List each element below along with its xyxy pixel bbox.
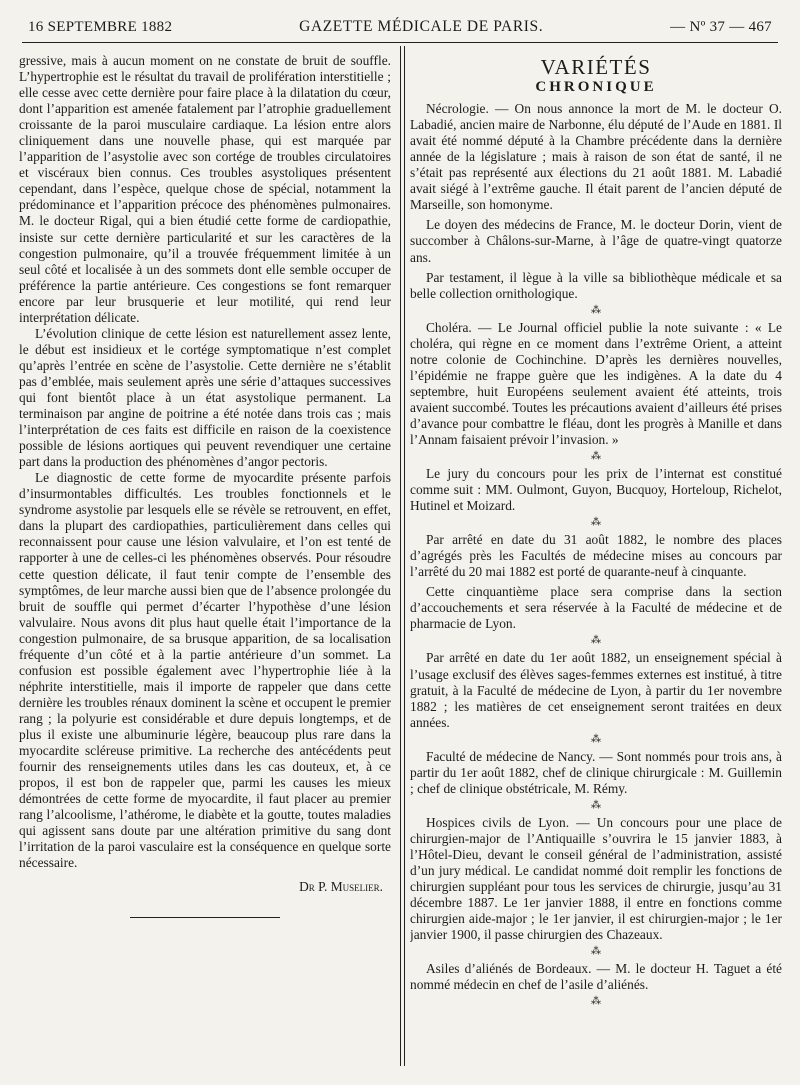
separator-stars: ⁂ xyxy=(591,799,601,811)
separator-stars: ⁂ xyxy=(591,304,601,316)
news-item-testament: Par testament, il lègue à la ville sa bibliothèque médicale et sa belle collection ornithologique. xyxy=(410,269,782,301)
section-subtitle: CHRONIQUE xyxy=(535,79,657,96)
news-item-agreges: Par arrêté en date du 31 août 1882, le nombre des places d’agrégés près les Facultés de médecine mises au concours par l’arrêté du 20 mai 1882 est porté de quarante-neuf à cinquante. xyxy=(410,532,782,580)
news-item-jury: Le jury du concours pour les prix de l’internat est constitué comme suit : MM. Oulmont, Guyon, Bucquoy, Horteloup, Richelot, Hutinel et Moizard. xyxy=(410,466,782,514)
separator-stars: ⁂ xyxy=(591,733,601,745)
right-column xyxy=(410,53,782,1068)
issue-page-number: — Nº 37 — 467 xyxy=(670,19,772,35)
news-item-cinquantieme: Cette cinquantième place sera comprise dans la section d’accouchements et sera réservée à la Faculté de médecine et de pharmacie de Lyon. xyxy=(410,584,782,632)
news-item-lyon: Hospices civils de Lyon. — Un concours pour une place de chirurgien-major de l’Antiquaille s’ouvrira le 15 janvier 1883, à l’Hôtel-Dieu, devant le conseil général de l’administration, assisté d’un jury médical. Le candidat nommé doit remplir les fonctions de chirurgien suppléant pour tous les services de chirurgie, jusqu’au 31 décembre 1887. Le 1er janvier 1888, il entre en fonctions comme chirurgien aide-major ; le 1er janvier, il est chirurgien-major ; le 1er janvier 1900, il passe chirurgien des Chazeaux. xyxy=(410,814,782,943)
separator-stars: ⁂ xyxy=(591,635,601,647)
news-item-cholera: Choléra. — Le Journal officiel publie la note suivante : « Le choléra, qui règne en ce moment dans l’extrême Orient, a atteint notre colonie de Cochinchine. D’après les dernières nouvelles, l’épidémie ne frappe guère que les indigènes. A la date du 4 septembre, huit Européens seulement avaient été atteints, trois avaient succombé. Toutes les précautions avaient d’ailleurs été prises d’avance pour combattre le fléau, dont les progrès à Manille et dans l’Annam faisaient prévoir l’invasion. » xyxy=(410,319,782,447)
news-item-bordeaux: Asiles d’aliénés de Bordeaux. — M. le docteur H. Taguet a été nommé médecin en chef de l’asile d’aliénés. xyxy=(410,961,782,993)
article-end-rule xyxy=(130,917,280,918)
section-title: VARIÉTÉS xyxy=(540,55,652,79)
article-paragraph: Le diagnostic de cette forme de myocardite présente parfois d’insurmontables difficultés. Les troubles fonctionnels et le syndrome asystolie par lesquels elle se révèle se retrouvent, en effet, dans la plupart des cardiopathies, particulièrement dans celles qui reconnaissent pour cause une lésion valvulaire, et l’on est tenté de rapporter à une de celles-ci les phénomènes observés. Pour résoudre cette question délicate, il faut tenir compte de l’ensemble des symptômes, de leur marche aussi bien que de l’absence prolongée du bruit de souffle qui permet d’écarter l’hypothèse d’une lésion valvulaire. Nous avons dit plus haut quelle était l’importance de la congestion pulmonaire, de sa brusque apparition, de sa localisation fréquente d’un côté et à la partie antérieure d’un sommet. La confusion est possible également avec l’hypertrophie liée à la néphrite interstitielle, mais il importe de rappeler que dans cette dernière les troubles rénaux dominent la scène et occupent le premier rang ; la polyurie est considérable et dure depuis longtemps, et de plus il existe une albuminurie légère, beaucoup plus rare dans la myocardite scléreuse primitive. La recherche des antécédents peut fournir des renseignements utiles dans les cas douteux, et, à ce propos, il est bon de rappeler que, parmi les causes les mieux démontrées de cette forme de myocardite, il faut placer au premier rang l’alcoolisme, l’athérome, le diabète et la goutte, toutes maladies qui agissent sans doute par une altération primitive du sang dont l’irritation de la paroi vasculaire est la conséquence en quelque sorte nécessaire. xyxy=(19,470,391,871)
news-item-dorin: Le doyen des médecins de France, M. le docteur Dorin, vient de succomber à Châlons-sur-Marne, à l’âge de quatre-vingt quatorze ans. xyxy=(410,217,782,265)
article-paragraph: gressive, mais à aucun moment on ne constate de bruit de souffle. L’hypertrophie est le résultat du travail de prolifération interstitielle ; elle cesse avec cette dernière pour faire place à la dilatation du cœur, dont l’apparition est amenée fatalement par l’atrophie graduellement croissante de la paroi musculaire cardiaque. La lésion entre alors cliniquement dans une nouvelle phase, qui est marquée par l’apparition de l’asystolie avec son cortége de troubles circulatoires et viscéraux bien connus. Ces troubles asystoliques présentent cependant, dans l’espèce, quelque chose de spécial, notamment la prédominance et l’apparition précoce des phénomènes pulmonaires. M. le docteur Rigal, qui a bien étudié cette forme de cardiopathie, insiste sur cette dernière particularité et sur les caractères de la congestion pulmonaire, qu’il a trouvée fréquemment limitée à un seul côté et localisée à un des sommets dont elle semble occuper de préférence la partie antérieure. Ces congestions se font remarquer encore par leur brusquerie et leur motilité, qui rend leur interprétation délicate. xyxy=(19,53,391,325)
separator-stars: ⁂ xyxy=(591,517,601,529)
journal-title: GAZETTE MÉDICALE DE PARIS. xyxy=(299,18,544,35)
news-item-necrologie: Nécrologie. — On nous annonce la mort de M. le docteur O. Labadié, ancien maire de Narbonne, élu député de l’Aude en 1881. Il avait été nommé député à la Chambre précédente dans la dernière année de la législature ; mais à raison de son état de santé, il ne s’était pas représenté aux élections du 21 août 1881. M. Labadié avait siégé à l’extrême gauche. Il était parent de l’ancien député de Marseille, son homonyme. xyxy=(410,101,782,213)
article-paragraph: L’évolution clinique de cette lésion est naturellement assez lente, le début est insidieux et le cortége symptomatique n’est complet qu’après l’entrée en scène de l’asystolie. Cette dernière ne s’établit pas d’emblée, mais seulement après une série d’attaques successives qui font bientôt place à un état asystolique permanent. La terminaison par angine de poitrine a été notée dans trois cas ; mais l’interprétation de ces faits est difficile en raison de la coexistence possible de lésions aortiques qui peuvent revendiquer une certaine part dans la production des phénomènes d’angor pectoris. xyxy=(19,325,391,470)
header-date: 16 SEPTEMBRE 1882 xyxy=(28,19,173,35)
news-item-sages-femmes: Par arrêté en date du 1er août 1882, un enseignement spécial à l’usage exclusif des élèves sages-femmes externes est institué, à titre gratuit, à la Faculté de médecine de Lyon, à partir du 1er novembre 1882 ; les matières de cet enseignement seront traitées en deux années. xyxy=(410,650,782,730)
column-divider xyxy=(400,46,405,1066)
separator-stars: ⁂ xyxy=(591,946,601,958)
header-rule xyxy=(22,42,778,43)
page-header xyxy=(28,18,772,38)
separator-stars: ⁂ xyxy=(591,451,601,463)
left-column xyxy=(19,53,391,1068)
news-item-nancy: Faculté de médecine de Nancy. — Sont nommés pour trois ans, à partir du 1er août 1882, chef de clinique chirurgicale : M. Guillemin ; chef de clinique obstétricale, M. Rémy. xyxy=(410,748,782,796)
separator-stars: ⁂ xyxy=(591,996,601,1008)
article-signature: Dr P. Muselier. xyxy=(299,879,383,895)
